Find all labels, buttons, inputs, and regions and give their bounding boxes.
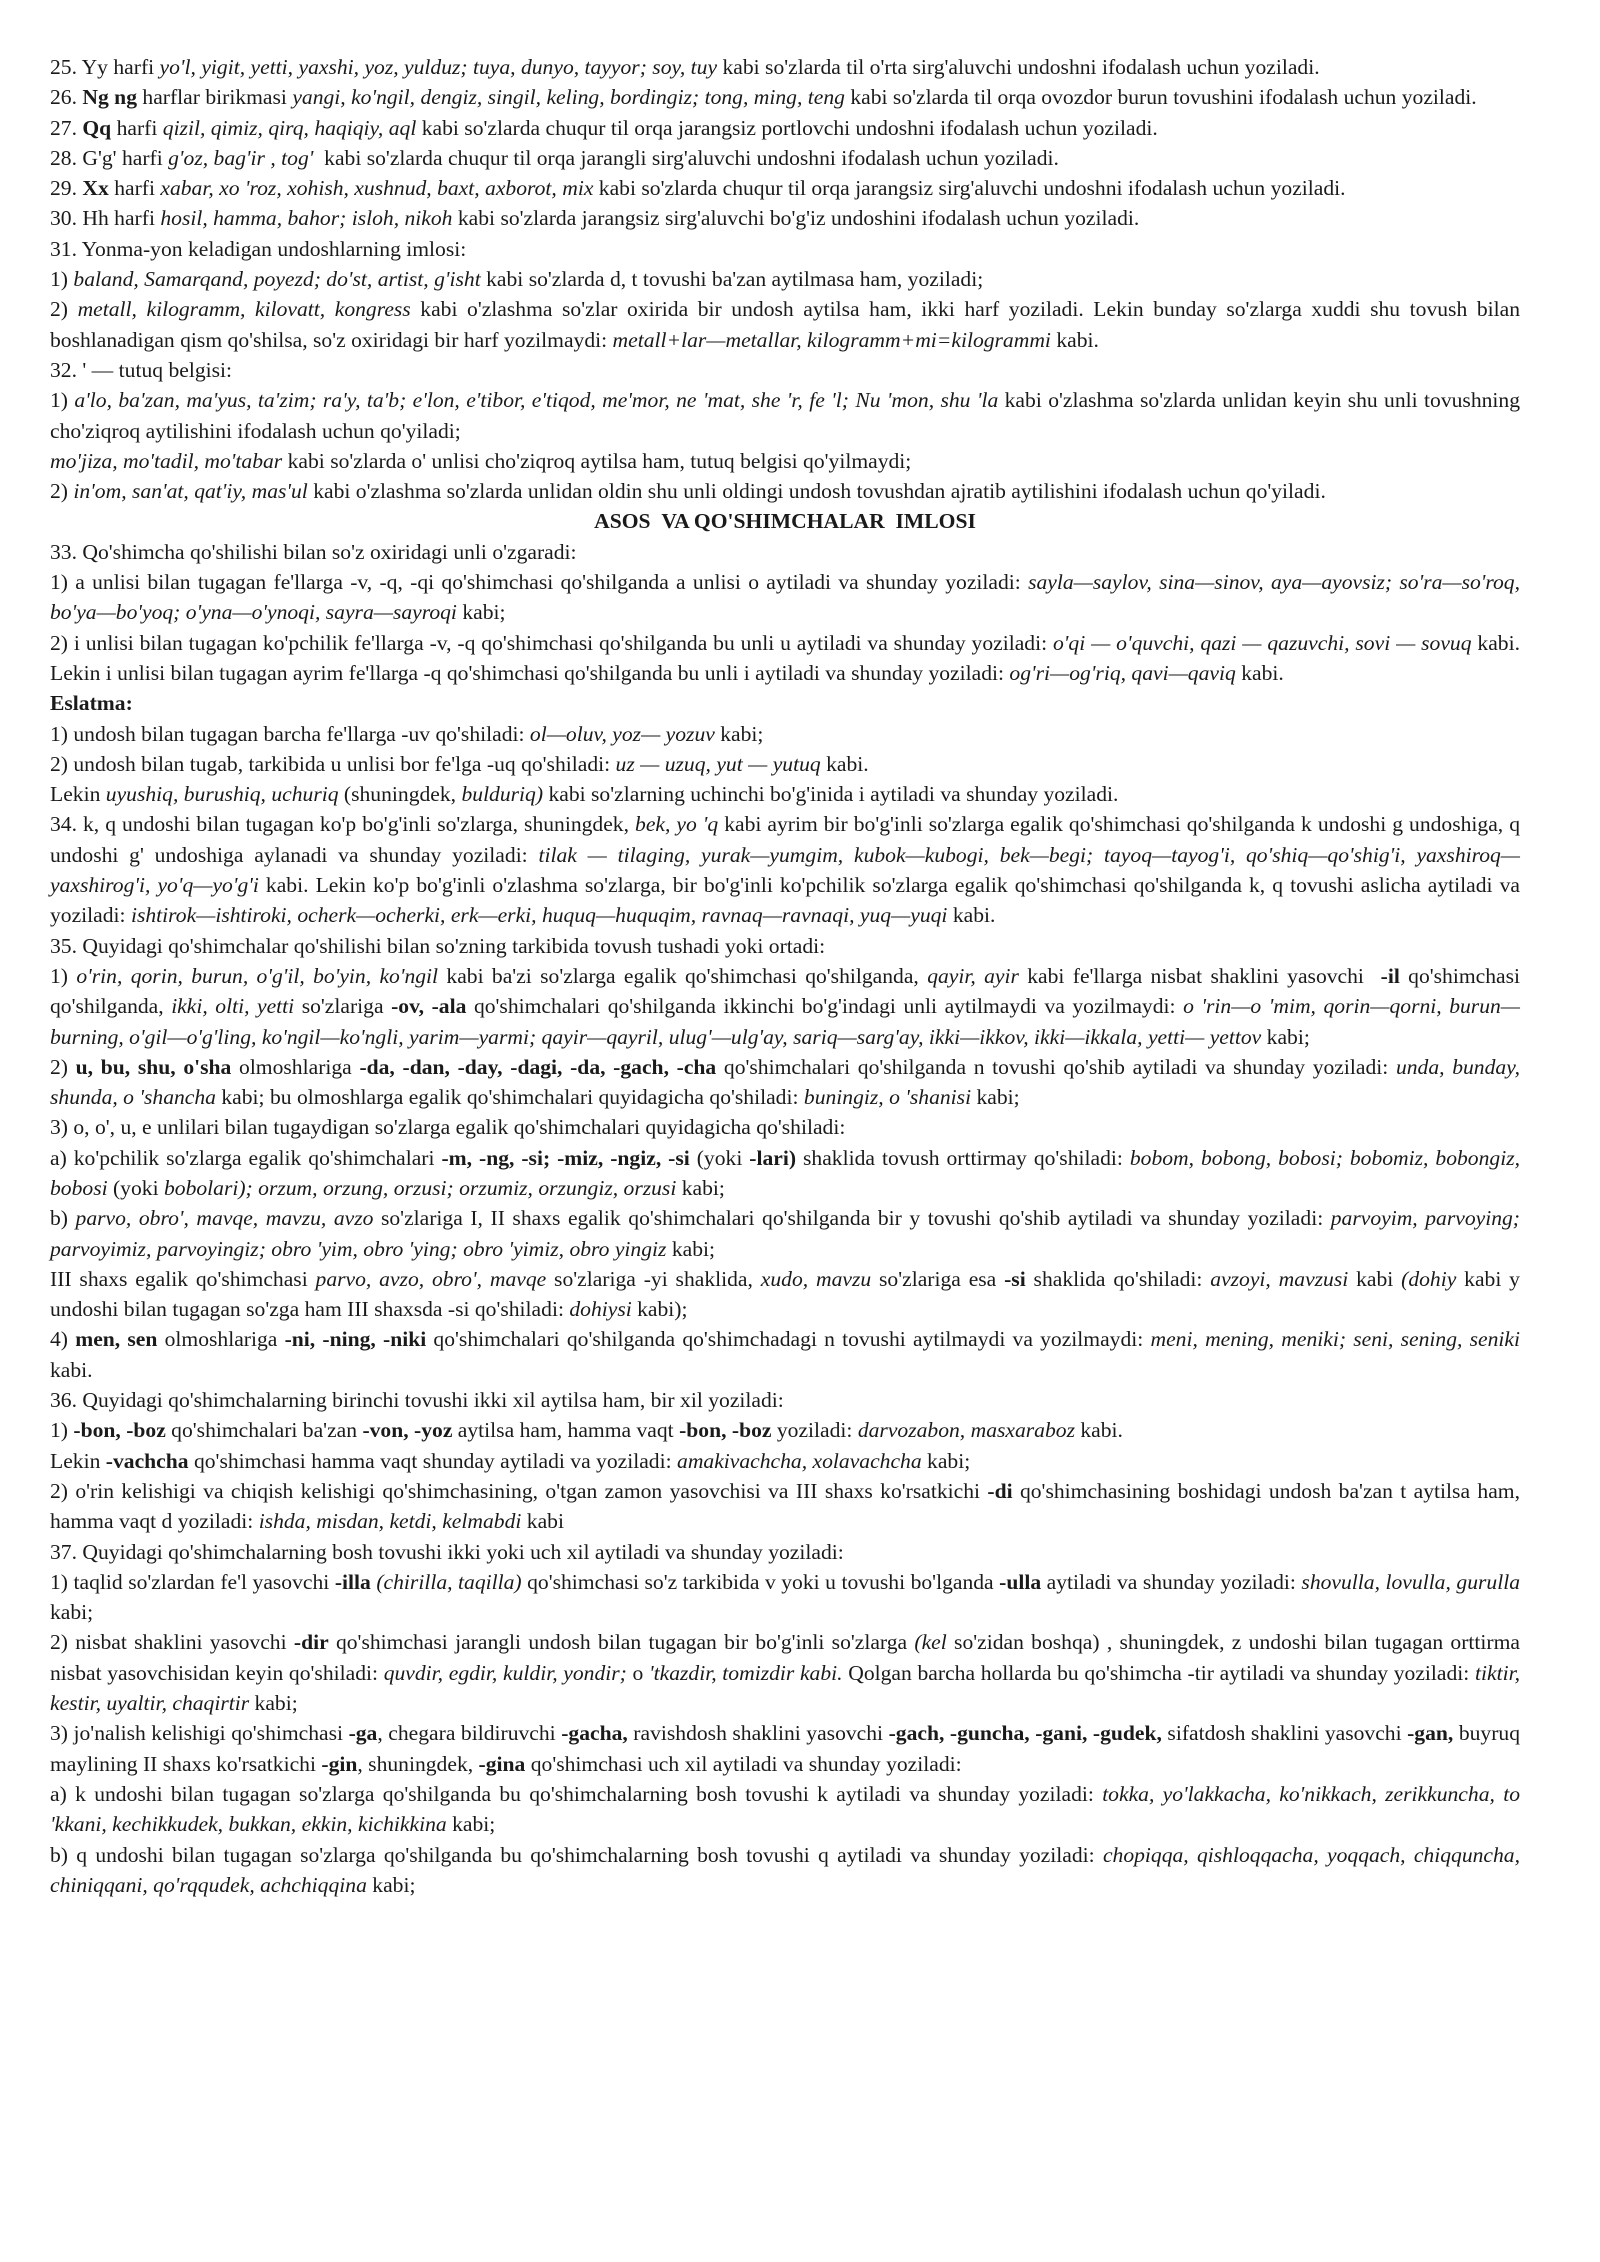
rule-35-4: 4) men, sen olmoshlariga -ni, -ning, -niki qo'shimchalari qo'shilganda qo'shimchadagi n tovushi aytilmaydi va yozilmaydi: meni, mening, meniki; seni, sening, seniki kabi. <box>50 1327 1520 1382</box>
rule-32-2: 2) in'om, san'at, qat'iy, mas'ul kabi o'zlashma so'zlarda unlidan oldin shu unli oldingi undosh tovushdan ajratib aytilishini ifodalash uchun qo'yiladi. <box>50 479 1326 504</box>
rule-25: 25. Yy harfi yo'l, yigit, yetti, yaxshi, yoz, yulduz; tuya, dunyo, tayyor; soy, tuy kabi so'zlarda til o'rta sirg'aluvchi undoshni ifodalash uchun yoziladi. <box>50 55 1320 79</box>
rule-32: 32. ' — tutuq belgisi: <box>50 357 233 382</box>
note-1: 1) undosh bilan tugagan barcha fe'llarga -uv qo'shiladi: ol—oluv, yoz— yozuv kabi; <box>50 721 764 746</box>
rule-35-3: 3) o, o', u, e unlilari bilan tugaydigan so'zlarga egalik qo'shimchalari quyidagicha qo'shiladi: <box>50 1115 846 1140</box>
rule-37-1: 1) taqlid so'zlardan fe'l yasovchi -illa (chirilla, taqilla) qo'shimchasi so'z tarkibida v yoki u tovushi bo'lganda -ulla aytiladi va shunday yoziladi: shovulla, lovulla, gurulla kabi; <box>50 1569 1520 1625</box>
rule-26: 26. Ng ng harflar birikmasi yangi, ko'ngil, dengiz, singil, keling, bordingiz; tong, ming, teng kabi so'zlarda til orqa ovozdor burun tovushini ifodalash uchun yoziladi. <box>50 85 1477 110</box>
note-heading: Eslatma: <box>50 691 133 716</box>
rule-33-1: 1) a unlisi bilan tugagan fe'llarga -v, -q, -qi qo'shimchasi qo'shilganda a unlisi o aytiladi va shunday yoziladi: sayla—saylov, sina—sinov, aya—ayovsiz; so'ra—so'roq, bo'ya—bo'yoq; o'yna—o'ynoqi, sayra—sayroqi kabi; <box>50 570 1521 625</box>
rule-37-3a: a) k undoshi bilan tugagan so'zlarga qo'shilganda bu qo'shimchalarning bosh tovushi k aytiladi va shunday yoziladi: tokka, yo'lakkacha, ko'nikkach, zerikkuncha, to 'kkani, kechikkudek, bukkan, ekkin, kichikkina kabi; <box>50 1781 1520 1837</box>
section-heading: ASOS VA QO'SHIMCHALAR IMLOSI <box>594 509 976 534</box>
rule-37: 37. Quyidagi qo'shimchalarning bosh tovushi ikki yoki uch xil aytiladi va shunday yoziladi: <box>50 1539 844 1564</box>
rule-37-2: 2) nisbat shaklini yasovchi -dir qo'shimchasi jarangli undosh bilan tugagan bir bo'g'inli so'zlarga (kel so'zidan boshqa) , shuningdek, z undoshi bilan tugagan orttirma nisbat yasovchisidan keyin qo'shiladi: quvdir, egdir, kuldir, yondir; o 'tkazdir, tomizdir kabi. Qolgan barcha hollarda bu qo'shimcha -tir aytiladi va shunday yoziladi: tiktir, kestir, uyaltir, chaqirtir kabi; <box>50 1630 1520 1716</box>
rule-31-2: 2) metall, kilogramm, kilovatt, kongress kabi o'zlashma so'zlar oxirida bir undosh aytilsa ham, ikki harf yoziladi. Lekin bunday so'zlarga xuddi shu tovush bilan boshlanadigan qism qo'shilsa, so'z oxiridagi bir harf yozilmaydi: metall+lar—metallar, kilogramm+mi=kilogrammi kabi. <box>50 297 1520 352</box>
rule-36-1: 1) -bon, -boz qo'shimchalari ba'zan -von, -yoz aytilsa ham, hamma vaqt -bon, -boz yoziladi: darvozabon, masxaraboz kabi. <box>50 1418 1123 1443</box>
rule-37-3b: b) q undoshi bilan tugagan so'zlarga qo'shilganda bu qo'shimchalarning bosh tovushi q aytiladi va shunday yoziladi: chopiqqa, qishloqqacha, yoqqach, chiqquncha, chiniqqani, qo'rqqudek, achchiqqina kabi; <box>50 1842 1520 1897</box>
note-2: 2) undosh bilan tugab, tarkibida u unlisi bor fe'lga -uq qo'shiladi: uz — uzuq, yut — yutuq kabi. <box>50 751 869 776</box>
note-exception: Lekin uyushiq, burushiq, uchuriq (shuningdek, bulduriq) kabi so'zlarning uchinchi bo'g'inida i aytiladi va shunday yoziladi. <box>50 782 1119 807</box>
rule-29: 29. Xx harfi xabar, xo 'roz, xohish, xushnud, baxt, axborot, mix kabi so'zlarda chuqur til orqa jarangsiz sirg'aluvchi undoshni ifodalash uchun yoziladi. <box>50 176 1346 201</box>
rule-30: 30. Hh harfi hosil, hamma, bahor; isloh, nikoh kabi so'zlarda jarangsiz sirg'aluvchi bo'g'iz undoshini ifodalash uchun yoziladi. <box>50 206 1140 231</box>
rule-35: 35. Quyidagi qo'shimchalar qo'shilishi bilan so'zning tarkibida tovush tushadi yoki ortadi: <box>50 933 826 958</box>
rule-35-2: 2) u, bu, shu, o'sha olmoshlariga -da, -dan, -day, -dagi, -da, -gach, -cha qo'shimchalari qo'shilganda n tovushi qo'shib aytiladi va shunday yoziladi: unda, bunday, shunda, o 'shancha kabi; bu olmoshlarga egalik qo'shimchalari quyidagicha qo'shiladi: buningiz, o 'shanisi kabi; <box>50 1054 1520 1110</box>
rule-31-1: 1) baland, Samarqand, poyezd; do'st, artist, g'isht kabi so'zlarda d, t tovushi ba'zan aytilmasa ham, yoziladi; <box>50 267 984 292</box>
rule-37-3: 3) jo'nalish kelishigi qo'shimchasi -ga, chegara bildiruvchi -gacha, ravishdosh shaklini yasovchi -gach, -guncha, -gani, -gudek, sifatdosh shaklini yasovchi -gan, buyruq maylining II shaxs ko'rsatkichi -gin, shuningdek, -gina qo'shimchasi uch xil aytiladi va shunday yoziladi: <box>50 1721 1521 1776</box>
rule-34: 34. k, q undoshi bilan tugagan ko'p bo'g'inli so'zlarga, shuningdek, bek, yo 'q kabi ayrim bir bo'g'inli so'zlarga egalik qo'shimchasi qo'shilganda k undoshi g undoshiga, q undoshi g' undoshiga aylanadi va shunday yoziladi: tilak — tilaging, yurak—yumgim, kubok—kubogi, bek—begi; tayoq—tayog'i, qo'shiq—qo'shig'i, yaxshiroq—yaxshirog'i, yo'q—yo'g'i kabi. Lekin ko'p bo'g'inli o'zlashma so'zlarga, bir bo'g'inli ko'pchilik so'zlarga egalik qo'shimchasi qo'shilganda k, q tovushi aslicha aytiladi va yoziladi: ishtirok—ishtiroki, ocherk—ocherki, erk—erki, huquq—huquqim, ravnaq—ravnaqi, yuq—yuqi kabi. <box>50 812 1521 928</box>
rule-35-3a: a) ko'pchilik so'zlarga egalik qo'shimchalari -m, -ng, -si; -miz, -ngiz, -si (yoki -lari) shaklida tovush orttirmay qo'shiladi: bobom, bobong, bobosi; bobomiz, bobongiz, bobosi (yoki bobolari); orzum, orzung, orzusi; orzumiz, orzungiz, orzusi kabi; <box>50 1145 1520 1200</box>
rule-31: 31. Yonma-yon keladigan undoshlarning imlosi: <box>50 236 467 261</box>
rule-28: 28. G'g' harfi g'oz, bag'ir , tog' kabi so'zlarda chuqur til orqa jarangli sirg'aluvchi undoshni ifodalash uchun yoziladi. <box>50 145 1059 170</box>
rule-36: 36. Quyidagi qo'shimchalarning birinchi tovushi ikki xil aytilsa ham, bir xil yoziladi: <box>50 1388 784 1413</box>
rule-35-3-third-person: III shaxs egalik qo'shimchasi parvo, avzo, obro', mavqe so'zlariga -yi shaklida, xudo, mavzu so'zlariga esa -si shaklida qo'shiladi: avzoyi, mavzusi kabi (dohiy kabi y undoshi bilan tugagan so'zga ham III shaxsda -si qo'shiladi: dohiysi kabi); <box>50 1266 1520 1322</box>
rule-32-note: mo'jiza, mo'tadil, mo'tabar kabi so'zlarda o' unlisi cho'ziqroq aytilsa ham, tutuq belgisi qo'yilmaydi; <box>50 448 912 473</box>
rule-35-1: 1) o'rin, qorin, burun, o'g'il, bo'yin, ko'ngil kabi ba'zi so'zlarga egalik qo'shimchasi qo'shilganda, qayir, ayir kabi fe'llarga nisbat shaklini yasovchi -il qo'shimchasi qo'shilganda, ikki, olti, yetti so'zlariga -ov, -ala qo'shimchalari qo'shilganda ikkinchi bo'g'indagi unli aytilmaydi va yozilmaydi: o 'rin—o 'mim, qorin—qorni, burun—burning, o'gil—o'g'ling, ko'ngil—ko'ngli, yarim—yarmi; qayir—qayril, ulug'—ulg'ay, sariq—sarg'ay, ikki—ikkov, ikki—ikkala, yetti— yettov kabi; <box>50 963 1521 1049</box>
rule-35-3b: b) parvo, obro', mavqe, mavzu, avzo so'zlariga I, II shaxs egalik qo'shimchalari qo'shilganda bir y tovushi qo'shib aytiladi va shunday yoziladi: parvoyim, parvoying; parvoyimiz, parvoyingiz; obro 'yim, obro 'ying; obro 'yimiz, obro yingiz kabi; <box>50 1206 1520 1261</box>
rule-36-exception: Lekin -vachcha qo'shimchasi hamma vaqt shunday aytiladi va yoziladi: amakivachcha, xolavachcha kabi; <box>50 1448 971 1473</box>
rule-33-2: 2) i unlisi bilan tugagan ko'pchilik fe'llarga -v, -q qo'shimchasi qo'shilganda bu unli u aytiladi va shunday yoziladi: o'qi — o'quvchi, qazi — qazuvchi, sovi — sovuq kabi. Lekin i unlisi bilan tugagan ayrim fe'llarga -q qo'shimchasi qo'shilganda bu unli i aytiladi va shunday yoziladi: og'ri—og'riq, qavi—qaviq kabi. <box>50 630 1520 685</box>
rule-36-2: 2) o'rin kelishigi va chiqish kelishigi qo'shimchasining, o'tgan zamon yasovchisi va III shaxs ko'rsatkichi -di qo'shimchasining boshidagi undosh ba'zan t aytilsa ham, hamma vaqt d yoziladi: ishda, misdan, ketdi, kelmabdi kabi <box>50 1478 1520 1534</box>
rule-27: 27. Qq harfi qizil, qimiz, qirq, haqiqiy, aql kabi so'zlarda chuqur til orqa jarangsiz portlovchi undoshni ifodalash uchun yoziladi. <box>50 115 1158 140</box>
rule-33: 33. Qo'shimcha qo'shilishi bilan so'z oxiridagi unli o'zgaradi: <box>50 539 577 564</box>
rule-32-1: 1) a'lo, ba'zan, ma'yus, ta'zim; ra'y, ta'b; e'lon, e'tibor, e'tiqod, me'mor, ne 'mat, she 'r, fe 'l; Nu 'mon, shu 'la kabi o'zlashma so'zlarda unlidan keyin shu unli tovushning cho'ziqroq aytilishini ifodalash uchun qo'yiladi; <box>50 388 1521 443</box>
